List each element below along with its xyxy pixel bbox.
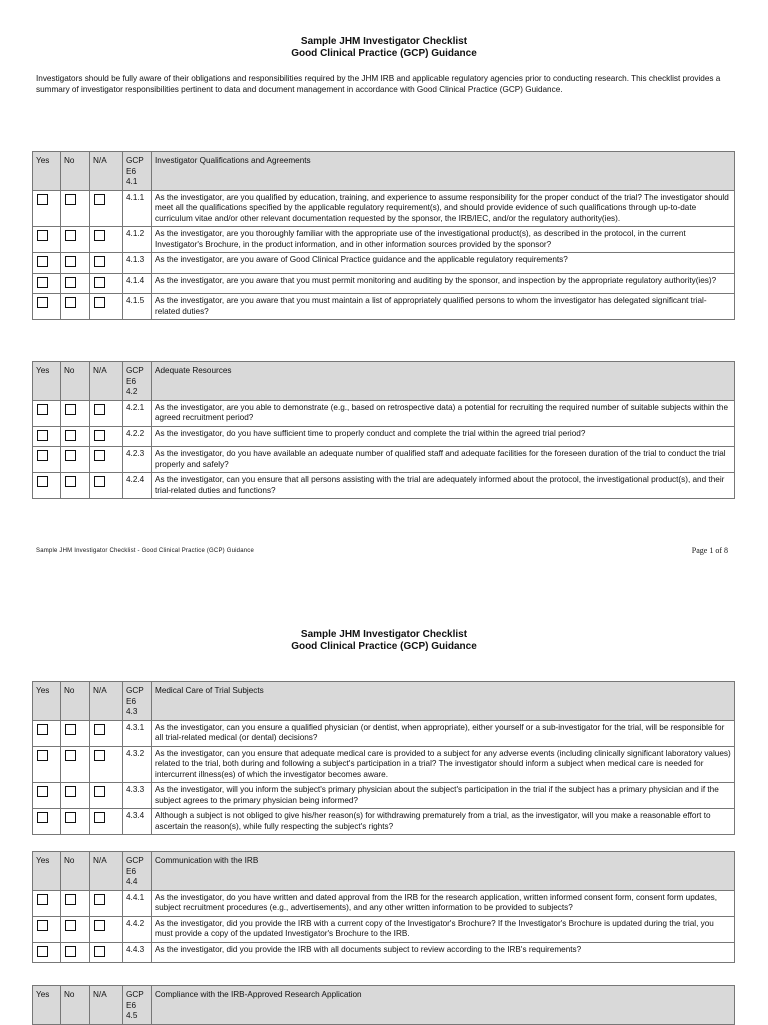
cell-no bbox=[61, 294, 90, 320]
gcp-reference-line: GCP bbox=[126, 686, 144, 695]
section-title: Adequate Resources bbox=[152, 362, 735, 401]
gcp-reference-line: GCP bbox=[126, 856, 144, 865]
section-header-row bbox=[33, 682, 735, 721]
item-question: As the investigator, do you have written and dated approval from the IRB for the research application, written informed consent form, consent form updates, subject recruitment procedures (e.g., advertisements), and any other written information to be provided to subjects? bbox=[152, 890, 735, 916]
cell-yes bbox=[33, 273, 61, 294]
cell-na bbox=[90, 746, 123, 783]
item-number: 4.3.4 bbox=[123, 809, 152, 835]
item-question: As the investigator, are you aware that you must permit monitoring and auditing by the sponsor, and inspection by the appropriate regulatory authority(ies)? bbox=[152, 273, 735, 294]
cell-yes bbox=[33, 746, 61, 783]
no-checkbox[interactable] bbox=[65, 404, 76, 415]
na-checkbox[interactable] bbox=[94, 894, 105, 905]
cell-yes bbox=[33, 190, 61, 227]
cell-na bbox=[90, 916, 123, 942]
cell-na bbox=[90, 253, 123, 274]
cell-na bbox=[90, 227, 123, 253]
yes-checkbox[interactable] bbox=[37, 786, 48, 797]
cell-yes bbox=[33, 942, 61, 963]
document-subtitle-2: Good Clinical Practice (GCP) Guidance bbox=[291, 641, 477, 652]
cell-yes bbox=[33, 720, 61, 746]
checklist-row bbox=[33, 473, 735, 499]
item-number: 4.3.3 bbox=[123, 783, 152, 809]
footer-document-name: Sample JHM Investigator Checklist - Good Clinical Practice (GCP) Guidance bbox=[36, 548, 255, 554]
na-checkbox[interactable] bbox=[94, 750, 105, 761]
gcp-reference-line: 4.4 bbox=[126, 877, 138, 886]
cell-no bbox=[61, 227, 90, 253]
cell-yes bbox=[33, 253, 61, 274]
checklist-table-4-3 bbox=[32, 681, 735, 835]
gcp-reference-line: 4.5 bbox=[126, 1011, 138, 1020]
no-checkbox[interactable] bbox=[65, 230, 76, 241]
cell-no bbox=[61, 473, 90, 499]
item-question: As the investigator, can you ensure a qualified physician (or dentist, when appropriate), either yourself or a sub-investigator for the trial, will be responsible for all trial-related medical (or dental) decisions? bbox=[152, 720, 735, 746]
item-question: As the investigator, do you have sufficient time to properly conduct and complete the trial within the agreed trial period? bbox=[152, 426, 735, 447]
item-question: As the investigator, can you ensure that adequate medical care is provided to a subject for any adverse events (including clinically significant laboratory values) related to the trial, both during and following a subject's participation in a trial? The investigator should inform a subject when medical care is needed for intercurrent illness(es) of which the investigator becomes aware. bbox=[152, 746, 735, 783]
page-2-title bbox=[0, 629, 768, 653]
gcp-reference bbox=[123, 362, 152, 401]
na-checkbox[interactable] bbox=[94, 450, 105, 461]
cell-no bbox=[61, 253, 90, 274]
section-header-row bbox=[33, 986, 735, 1025]
item-number: 4.1.4 bbox=[123, 273, 152, 294]
cell-na bbox=[90, 783, 123, 809]
na-checkbox[interactable] bbox=[94, 297, 105, 308]
no-checkbox[interactable] bbox=[65, 894, 76, 905]
checklist-row bbox=[33, 426, 735, 447]
checklist-table-4-5 bbox=[32, 985, 735, 1025]
item-number: 4.2.2 bbox=[123, 426, 152, 447]
no-checkbox[interactable] bbox=[65, 946, 76, 957]
na-checkbox[interactable] bbox=[94, 430, 105, 441]
checklist-row bbox=[33, 890, 735, 916]
column-header-na: N/A bbox=[90, 152, 123, 191]
checklist-row bbox=[33, 447, 735, 473]
cell-na bbox=[90, 942, 123, 963]
item-question: Although a subject is not obliged to give his/her reason(s) for withdrawing prematurely from a trial, as the investigator, will you make a reasonable effort to ascertain the reason(s), while fully respecting the subject's rights? bbox=[152, 809, 735, 835]
cell-yes bbox=[33, 473, 61, 499]
item-question: As the investigator, do you have available an adequate number of qualified staff and adequate facilities for the foreseen duration of the trial to conduct the trial properly and safely? bbox=[152, 447, 735, 473]
gcp-reference bbox=[123, 852, 152, 891]
na-checkbox[interactable] bbox=[94, 194, 105, 205]
na-checkbox[interactable] bbox=[94, 404, 105, 415]
column-header-na: N/A bbox=[90, 362, 123, 401]
item-question: As the investigator, are you aware that you must maintain a list of appropriately qualified persons to whom the investigator has delegated significant trial-related duties? bbox=[152, 294, 735, 320]
yes-checkbox[interactable] bbox=[37, 297, 48, 308]
section-title: Investigator Qualifications and Agreements bbox=[152, 152, 735, 191]
yes-checkbox[interactable] bbox=[37, 450, 48, 461]
checklist-row bbox=[33, 746, 735, 783]
cell-no bbox=[61, 809, 90, 835]
yes-checkbox[interactable] bbox=[37, 230, 48, 241]
no-checkbox[interactable] bbox=[65, 256, 76, 267]
cell-yes bbox=[33, 783, 61, 809]
gcp-reference-line: E6 bbox=[126, 376, 137, 386]
no-checkbox[interactable] bbox=[65, 297, 76, 308]
item-question: As the investigator, will you inform the subject's primary physician about the subject's participation in the trial if the subject has a primary physician and if the subject agrees to the primary physician being informed? bbox=[152, 783, 735, 809]
no-checkbox[interactable] bbox=[65, 476, 76, 487]
item-number: 4.1.2 bbox=[123, 227, 152, 253]
item-number: 4.2.4 bbox=[123, 473, 152, 499]
checklist-row bbox=[33, 273, 735, 294]
cell-yes bbox=[33, 426, 61, 447]
yes-checkbox[interactable] bbox=[37, 430, 48, 441]
no-checkbox[interactable] bbox=[65, 750, 76, 761]
item-number: 4.2.3 bbox=[123, 447, 152, 473]
yes-checkbox[interactable] bbox=[37, 724, 48, 735]
cell-yes bbox=[33, 916, 61, 942]
item-number: 4.3.1 bbox=[123, 720, 152, 746]
cell-na bbox=[90, 473, 123, 499]
column-header-no: No bbox=[61, 852, 90, 891]
gcp-reference-line: E6 bbox=[126, 866, 137, 876]
yes-checkbox[interactable] bbox=[37, 277, 48, 288]
column-header-yes: Yes bbox=[33, 362, 61, 401]
no-checkbox[interactable] bbox=[65, 812, 76, 823]
document-title: Sample JHM Investigator Checklist bbox=[300, 36, 468, 47]
na-checkbox[interactable] bbox=[94, 277, 105, 288]
checklist-row bbox=[33, 942, 735, 963]
intro-paragraph: Investigators should be fully aware of their obligations and responsibilities required by the JHM IRB and applicable regulatory agencies prior to conducting research. This checklist provides a summary of investigator responsibilities pertinent to data and document management in accordance with Good Clinical Practice (GCP) Guidance. bbox=[36, 74, 721, 94]
gcp-reference-line: 4.2 bbox=[126, 387, 138, 396]
gcp-reference-line: E6 bbox=[126, 166, 137, 176]
column-header-yes: Yes bbox=[33, 986, 61, 1025]
cell-no bbox=[61, 720, 90, 746]
yes-checkbox[interactable] bbox=[37, 946, 48, 957]
yes-checkbox[interactable] bbox=[37, 194, 48, 205]
cell-na bbox=[90, 890, 123, 916]
gcp-reference bbox=[123, 986, 152, 1025]
item-question: As the investigator, can you ensure that all persons assisting with the trial are adequately informed about the protocol, the investigational product(s), and their trial-related duties and functions? bbox=[152, 473, 735, 499]
yes-checkbox[interactable] bbox=[37, 750, 48, 761]
cell-no bbox=[61, 783, 90, 809]
cell-na bbox=[90, 426, 123, 447]
column-header-yes: Yes bbox=[33, 852, 61, 891]
document-title-2: Sample JHM Investigator Checklist bbox=[300, 629, 468, 640]
checklist-table-4-1 bbox=[32, 151, 735, 320]
item-number: 4.2.1 bbox=[123, 400, 152, 426]
checklist-row bbox=[33, 809, 735, 835]
checklist-row bbox=[33, 400, 735, 426]
document-subtitle: Good Clinical Practice (GCP) Guidance bbox=[291, 48, 477, 59]
na-checkbox[interactable] bbox=[94, 724, 105, 735]
na-checkbox[interactable] bbox=[94, 946, 105, 957]
item-number: 4.4.1 bbox=[123, 890, 152, 916]
cell-no bbox=[61, 447, 90, 473]
checklist-row bbox=[33, 190, 735, 227]
yes-checkbox[interactable] bbox=[37, 476, 48, 487]
section-title: Compliance with the IRB-Approved Research Application bbox=[152, 986, 735, 1025]
cell-no bbox=[61, 890, 90, 916]
column-header-na: N/A bbox=[90, 682, 123, 721]
no-checkbox[interactable] bbox=[65, 786, 76, 797]
yes-checkbox[interactable] bbox=[37, 256, 48, 267]
yes-checkbox[interactable] bbox=[37, 812, 48, 823]
column-header-no: No bbox=[61, 362, 90, 401]
cell-no bbox=[61, 190, 90, 227]
column-header-na: N/A bbox=[90, 986, 123, 1025]
column-header-no: No bbox=[61, 152, 90, 191]
checklist-row bbox=[33, 783, 735, 809]
cell-na bbox=[90, 190, 123, 227]
section-title: Medical Care of Trial Subjects bbox=[152, 682, 735, 721]
no-checkbox[interactable] bbox=[65, 724, 76, 735]
checklist-row bbox=[33, 720, 735, 746]
cell-yes bbox=[33, 294, 61, 320]
cell-no bbox=[61, 916, 90, 942]
no-checkbox[interactable] bbox=[65, 277, 76, 288]
no-checkbox[interactable] bbox=[65, 450, 76, 461]
cell-na bbox=[90, 720, 123, 746]
cell-yes bbox=[33, 227, 61, 253]
na-checkbox[interactable] bbox=[94, 256, 105, 267]
item-number: 4.1.1 bbox=[123, 190, 152, 227]
cell-yes bbox=[33, 809, 61, 835]
column-header-no: No bbox=[61, 682, 90, 721]
cell-na bbox=[90, 809, 123, 835]
checklist-row bbox=[33, 227, 735, 253]
item-number: 4.4.2 bbox=[123, 916, 152, 942]
footer-page-number: Page 1 of 8 bbox=[691, 546, 728, 555]
gcp-reference-line: GCP bbox=[126, 366, 144, 375]
gcp-reference-line: 4.1 bbox=[126, 177, 138, 186]
gcp-reference-line: GCP bbox=[126, 990, 144, 999]
na-checkbox[interactable] bbox=[94, 812, 105, 823]
item-question: As the investigator, are you able to demonstrate (e.g., based on retrospective data) a potential for recruiting the required number of suitable subjects within the agreed recruitment period? bbox=[152, 400, 735, 426]
checklist-row bbox=[33, 294, 735, 320]
gcp-reference-line: E6 bbox=[126, 1000, 137, 1010]
section-header-row bbox=[33, 362, 735, 401]
yes-checkbox[interactable] bbox=[37, 404, 48, 415]
cell-no bbox=[61, 746, 90, 783]
gcp-reference-line: 4.3 bbox=[126, 707, 138, 716]
section-header-row bbox=[33, 852, 735, 891]
item-question: As the investigator, are you aware of Good Clinical Practice guidance and the applicable regulatory requirements? bbox=[152, 253, 735, 274]
cell-no bbox=[61, 273, 90, 294]
gcp-reference bbox=[123, 152, 152, 191]
checklist-row bbox=[33, 916, 735, 942]
item-number: 4.4.3 bbox=[123, 942, 152, 963]
no-checkbox[interactable] bbox=[65, 920, 76, 931]
cell-yes bbox=[33, 890, 61, 916]
gcp-reference bbox=[123, 682, 152, 721]
cell-yes bbox=[33, 447, 61, 473]
na-checkbox[interactable] bbox=[94, 920, 105, 931]
section-header-row bbox=[33, 152, 735, 191]
cell-no bbox=[61, 400, 90, 426]
cell-na bbox=[90, 273, 123, 294]
column-header-na: N/A bbox=[90, 852, 123, 891]
cell-na bbox=[90, 447, 123, 473]
item-question: As the investigator, did you provide the IRB with all documents subject to review according to the IRB's requirements? bbox=[152, 942, 735, 963]
na-checkbox[interactable] bbox=[94, 786, 105, 797]
item-number: 4.1.3 bbox=[123, 253, 152, 274]
gcp-reference-line: GCP bbox=[126, 156, 144, 165]
column-header-yes: Yes bbox=[33, 682, 61, 721]
column-header-no: No bbox=[61, 986, 90, 1025]
item-question: As the investigator, did you provide the IRB with a current copy of the Investigator's Brochure? If the Investigator's Brochure is updated during the trial, you must provide a copy of the updated Investigator's Brochure to the IRB. bbox=[152, 916, 735, 942]
cell-na bbox=[90, 294, 123, 320]
cell-yes bbox=[33, 400, 61, 426]
gcp-reference-line: E6 bbox=[126, 696, 137, 706]
yes-checkbox[interactable] bbox=[37, 920, 48, 931]
checklist-table-4-2 bbox=[32, 361, 735, 499]
section-title: Communication with the IRB bbox=[152, 852, 735, 891]
checklist-row bbox=[33, 253, 735, 274]
column-header-yes: Yes bbox=[33, 152, 61, 191]
cell-na bbox=[90, 400, 123, 426]
no-checkbox[interactable] bbox=[65, 194, 76, 205]
cell-no bbox=[61, 426, 90, 447]
cell-no bbox=[61, 942, 90, 963]
item-number: 4.3.2 bbox=[123, 746, 152, 783]
page-1-title bbox=[0, 36, 768, 60]
yes-checkbox[interactable] bbox=[37, 894, 48, 905]
item-number: 4.1.5 bbox=[123, 294, 152, 320]
checklist-table-4-4 bbox=[32, 851, 735, 963]
item-question: As the investigator, are you thoroughly familiar with the appropriate use of the investigational product(s), as described in the protocol, in the current Investigator's Brochure, in the product information, and in other information sources provided by the sponsor? bbox=[152, 227, 735, 253]
na-checkbox[interactable] bbox=[94, 476, 105, 487]
no-checkbox[interactable] bbox=[65, 430, 76, 441]
na-checkbox[interactable] bbox=[94, 230, 105, 241]
item-question: As the investigator, are you qualified by education, training, and experience to assume responsibility for the proper conduct of the trial? The investigator should meet all the qualifications specified by the applicable regulatory requirement(s), and should provide evidence of such qualifications through up-to-date curriculum vitae and/or other relevant documentation requested by the sponsor, the IRB/IEC, and/or the regulatory authority(ies). bbox=[152, 190, 735, 227]
